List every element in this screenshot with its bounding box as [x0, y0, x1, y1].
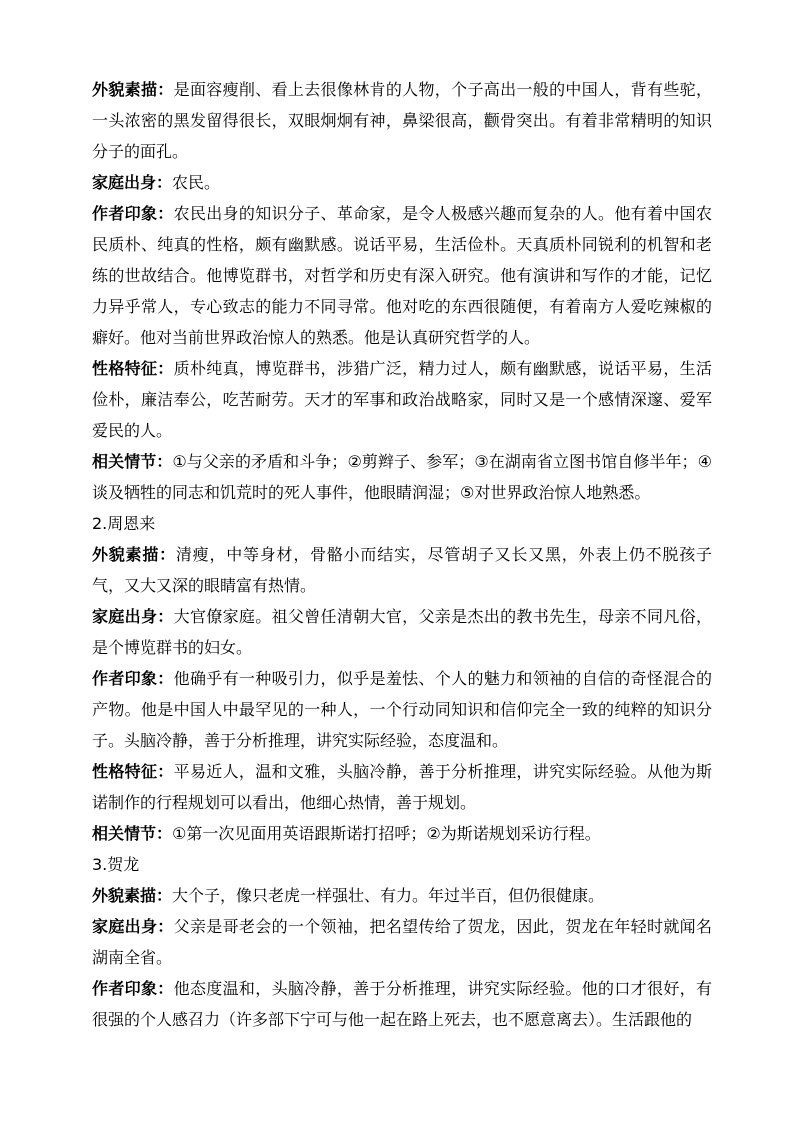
- paragraph-mao-character: [92, 353, 712, 446]
- field-text: ①第一次见面用英语跟斯诺打招呼；②为斯诺规划采访行程。: [172, 824, 601, 843]
- field-label: 性格特征：: [92, 762, 174, 781]
- field-label: 家庭出身：: [92, 607, 174, 626]
- field-text: 质朴纯真，博览群书，涉猎广泛，精力过人，颇有幽默感，说话平易，生活俭朴，廉洁奉公，吃苦耐劳。天才的军事和政治战略家，同时又是一个感情深邃、爱军爱民的人。: [92, 359, 712, 440]
- field-label: 家庭出身：: [92, 173, 173, 192]
- field-label: 作者印象：: [92, 979, 174, 998]
- field-label: 作者印象：: [92, 204, 174, 223]
- paragraph-mao-plot: [92, 446, 712, 508]
- field-text: 清瘦，中等身材，骨骼小而结实，尽管胡子又长又黑，外表上仍不脱孩子气，又大又深的眼睛富有热情。: [92, 545, 712, 595]
- paragraph-mao-impression: [92, 198, 712, 353]
- field-text: 父亲是哥老会的一个领袖，把名望传给了贺龙，因此，贺龙在年轻时就闻名湖南全省。: [92, 917, 712, 967]
- paragraph-zhou-character: [92, 756, 712, 818]
- field-label: 作者印象：: [92, 669, 174, 688]
- paragraph-he-impression: [92, 973, 712, 1035]
- field-text: 他态度温和，头脑冷静，善于分析推理，讲究实际经验。他的口才很好，有很强的个人感召力（许多部下宁可与他一起在路上死去，也不愿意离去）。生活跟他的: [92, 979, 712, 1029]
- field-text: 大官僚家庭。祖父曾任清朝大官，父亲是杰出的教书先生，母亲不同凡俗，是个博览群书的妇女。: [92, 607, 712, 657]
- document-page: [92, 74, 712, 1035]
- field-label: 相关情节：: [92, 824, 173, 843]
- field-text: 是面容瘦削、看上去很像林肯的人物，个子高出一般的中国人，背有些驼，一头浓密的黑发留得很长，双眼炯炯有神，鼻梁很高，颧骨突出。有着非常精明的知识分子的面孔。: [92, 80, 712, 161]
- paragraph-zhou-plot: [92, 818, 712, 849]
- paragraph-he-family: [92, 911, 712, 973]
- field-text: 农民。: [172, 173, 221, 192]
- field-label: 家庭出身：: [92, 917, 174, 936]
- field-text: 农民出身的知识分子、革命家，是令人极感兴趣而复杂的人。他有着中国农民质朴、纯真的性格，颇有幽默感。说话平易，生活俭朴。天真质朴同锐利的机智和老练的世故结合。他博览群书，对哲学和历史有深入研究。他有演讲和写作的才能，记忆力异乎常人，专心致志的能力不同寻常。他对吃的东西很随便，有着南方人爱吃辣椒的癖好。他对当前世界政治惊人的熟悉。他是认真研究哲学的人。: [92, 204, 712, 347]
- field-label: 外貌素描：: [92, 545, 176, 564]
- paragraph-he-appearance: [92, 880, 712, 911]
- field-label: 外貌素描：: [92, 886, 173, 905]
- field-text: 他确乎有一种吸引力，似乎是羞怯、个人的魅力和领袖的自信的奇怪混合的产物。他是中国人中最罕见的一种人，一个行动同知识和信仰完全一致的纯粹的知识分子。头脑冷静，善于分析推理，讲究实际经验，态度温和。: [92, 669, 712, 750]
- section-heading-he: 3.贺龙: [92, 855, 140, 874]
- paragraph-mao-family: [92, 167, 712, 198]
- field-text: 平易近人，温和文雅，头脑冷静，善于分析推理，讲究实际经验。从他为斯诺制作的行程规划可以看出，他细心热情，善于规划。: [92, 762, 712, 812]
- field-label: 外貌素描：: [92, 80, 174, 99]
- field-label: 相关情节：: [92, 452, 173, 471]
- paragraph-mao-appearance: [92, 74, 712, 167]
- paragraph-zhou-impression: [92, 663, 712, 756]
- field-text: 大个子，像只老虎一样强壮、有力。年过半百，但仍很健康。: [172, 886, 605, 905]
- field-label: 性格特征：: [92, 359, 174, 378]
- field-text: ①与父亲的矛盾和斗争；②剪辫子、参军；③在湖南省立图书馆自修半年；④谈及牺牲的同志和饥荒时的死人事件，他眼睛润湿；⑤对世界政治惊人地熟悉。: [92, 452, 712, 502]
- paragraph-zhou-family: [92, 601, 712, 663]
- paragraph-zhou-appearance: [92, 539, 712, 601]
- section-heading-zhou: 2.周恩来: [92, 514, 156, 533]
